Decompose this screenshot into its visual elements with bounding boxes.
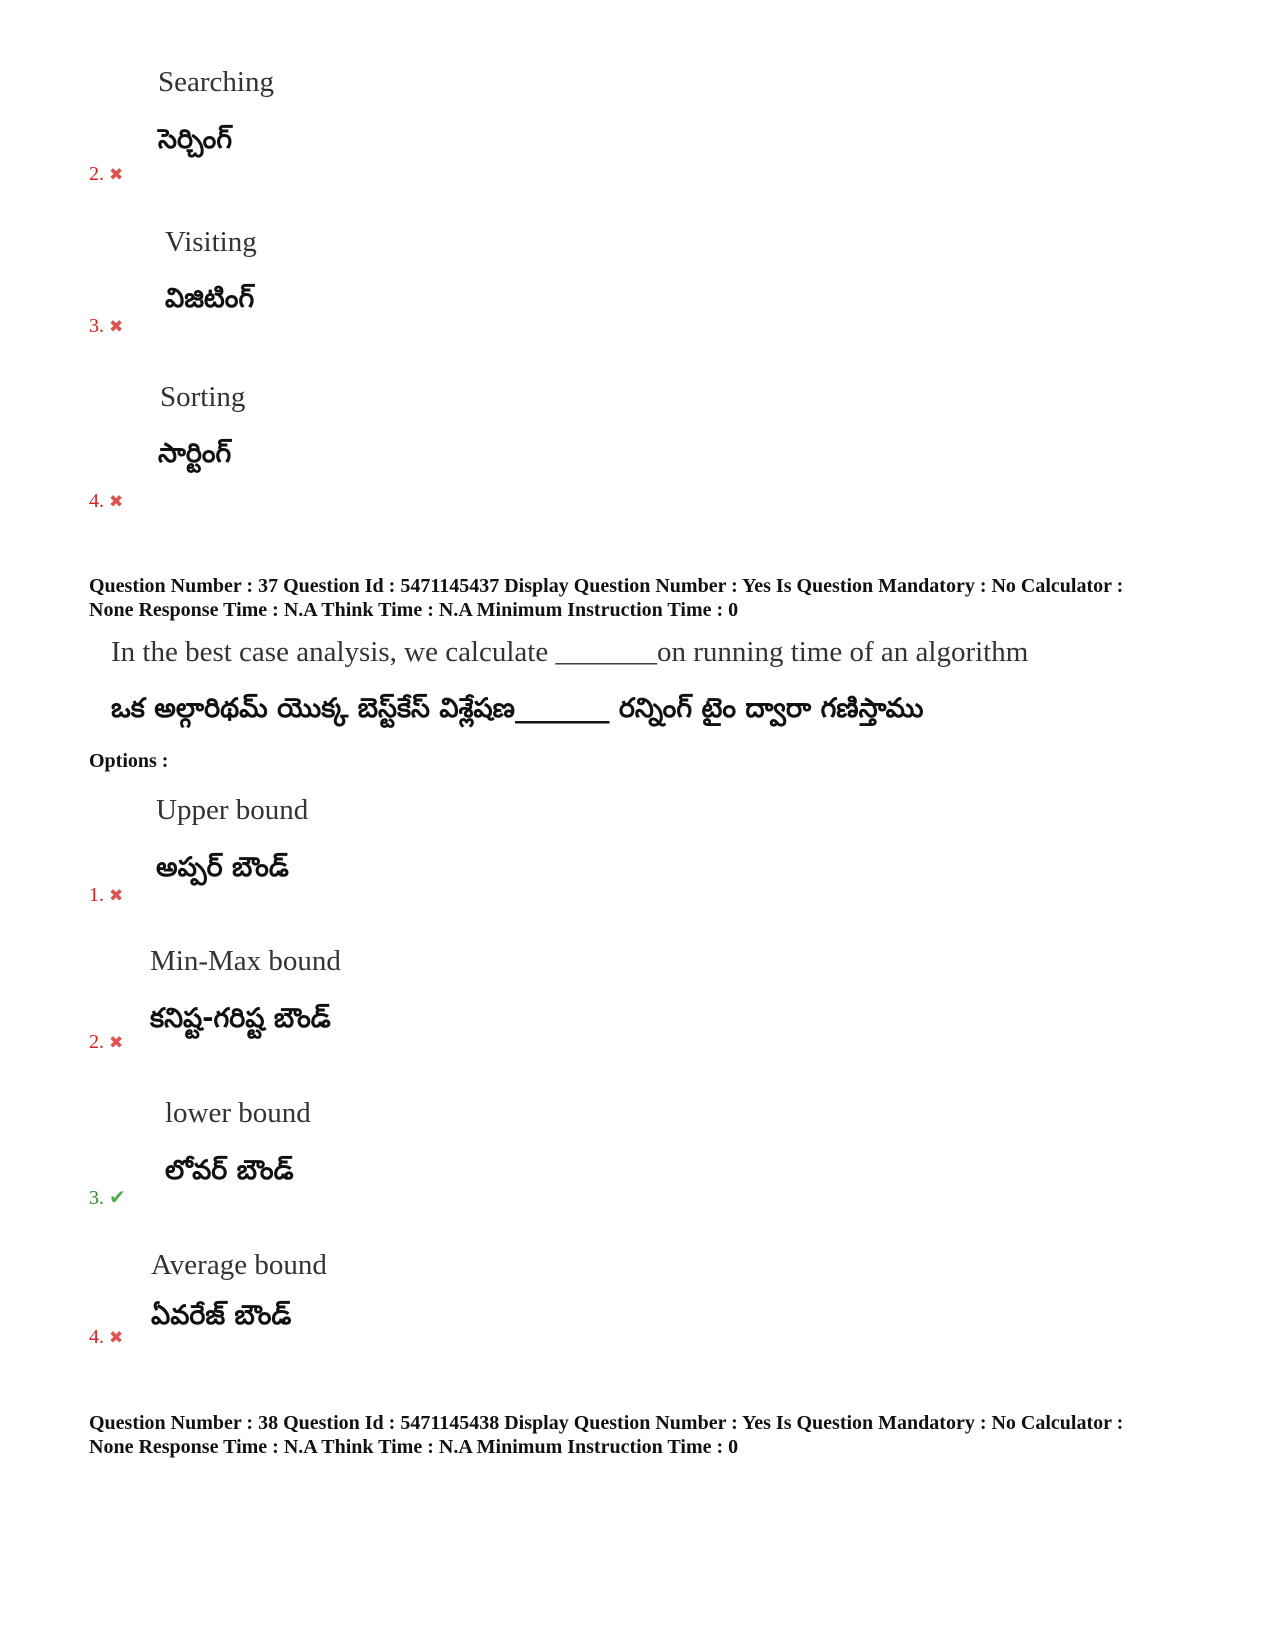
option-text-te: సెర్చింగ్ [158,124,233,155]
option-number [89,1031,123,1054]
option-number [89,163,123,186]
checkmark-icon: ✔ [109,1187,126,1209]
option-number [89,490,123,513]
question-meta-line-1: Question Number : 37 Question Id : 5471145437 Display Question Number : Yes Is Question Mandatory : No Calculator : [89,575,1124,597]
option-number [89,1326,123,1349]
option-number-label: 2. [89,163,104,185]
option-text-en: Average bound [151,1249,327,1281]
option-text-en: Visiting [165,226,257,258]
option-text-en: Searching [158,66,274,98]
option-text-en: Upper bound [156,794,309,826]
option-number-label: 4. [89,490,104,512]
option-number-label: 3. [89,315,104,337]
question-meta-line-2: None Response Time : N.A Think Time : N.A Minimum Instruction Time : 0 [89,599,739,621]
option-number-label: 1. [89,884,104,906]
option-text-en: lower bound [165,1097,311,1129]
wrong-icon: ✖ [109,1328,124,1347]
option-text-en: Sorting [160,381,246,413]
option-text-te: సార్టింగ్ [158,438,232,469]
option-number-label: 4. [89,1326,104,1348]
option-text-te: ఏవరేజ్ బౌండ్ [151,1300,292,1331]
wrong-icon: ✖ [109,165,124,184]
option-text-te: లోవర్ బౌండ్ [165,1155,294,1186]
option-text-te: అప్పర్ బౌండ్ [156,852,289,883]
option-number-correct [89,1185,126,1210]
option-number [89,315,123,338]
wrong-icon: ✖ [109,492,124,511]
wrong-icon: ✖ [109,1033,124,1052]
wrong-icon: ✖ [109,317,124,336]
question-text-te: ఒక అల్గారిథమ్ యొక్క బెస్ట్‌కేస్ విశ్లేషణ_______ రన్నింగ్ టైం ద్వారా గణిస్తాము [111,693,924,724]
option-number [89,884,123,907]
question-text-en: In the best case analysis, we calculate _______on running time of an algorithm [111,636,1029,668]
question-meta [89,574,1123,622]
question-meta [89,1411,1123,1459]
option-number-label: 2. [89,1031,104,1053]
question-meta-line-2: None Response Time : N.A Think Time : N.A Minimum Instruction Time : 0 [89,1436,739,1458]
option-text-en: Min-Max bound [150,945,341,977]
option-number-label: 3. [89,1187,104,1209]
question-meta-line-1: Question Number : 38 Question Id : 5471145438 Display Question Number : Yes Is Question Mandatory : No Calculator : [89,1412,1124,1434]
option-text-te: విజిటింగ్ [165,283,255,314]
option-text-te: కనిష్ట-గరిష్ట బౌండ్ [150,1003,331,1034]
options-label: Options : [89,750,169,772]
wrong-icon: ✖ [109,886,124,905]
